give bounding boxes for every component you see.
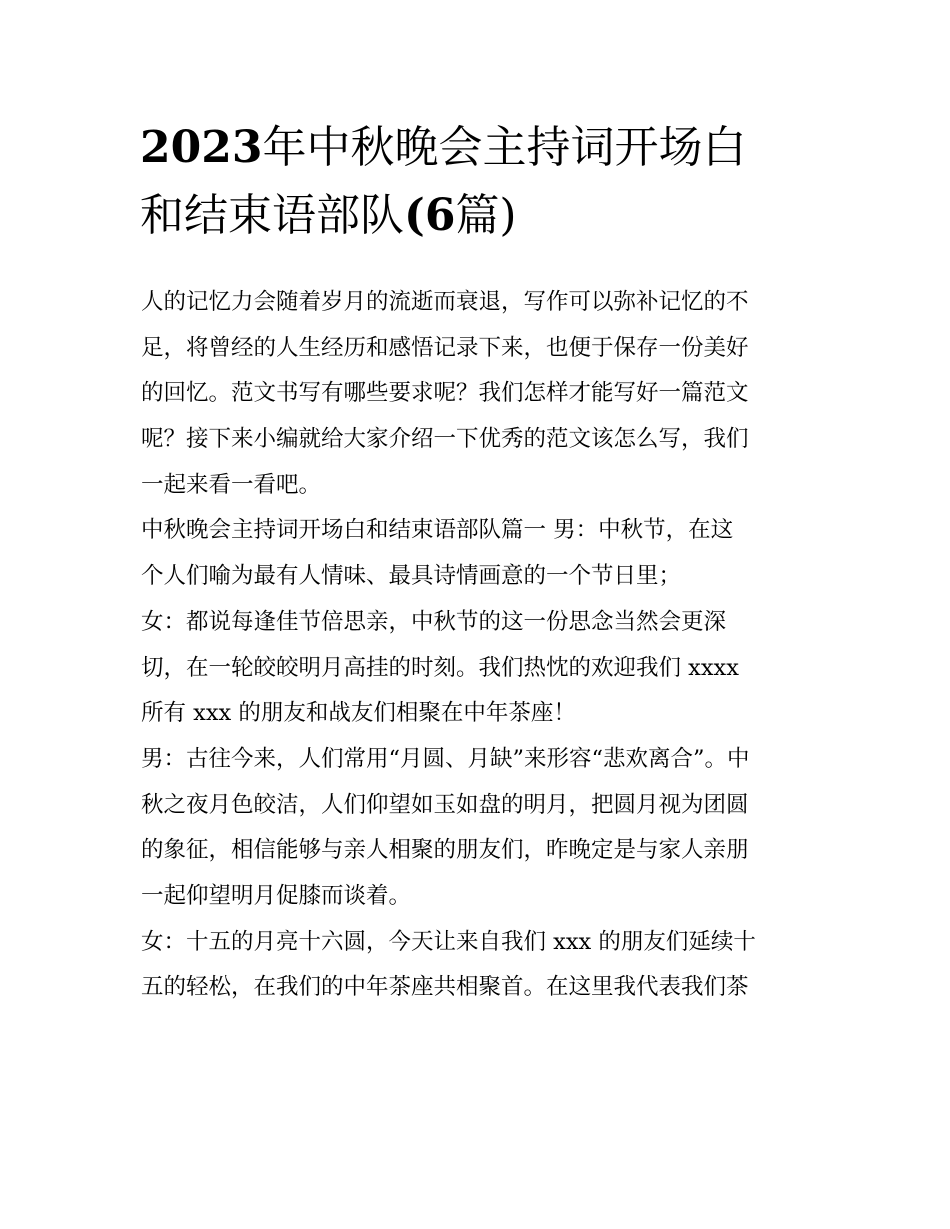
body-line: 一起来看一看吧。 — [141, 471, 322, 498]
title-count: (6 — [404, 190, 456, 241]
body-line: 秋之夜月色皎洁，人们仰望如玉如盘的明月，把圆月视为团圆 — [141, 791, 749, 818]
body-line: 切，在一轮皎皎明月高挂的时刻。我们热忱的欢迎我们 xxxx — [141, 654, 739, 681]
body-line: 所有 xxx 的朋友和战友们相聚在中年茶座！ — [141, 700, 576, 727]
title-line-1 — [140, 114, 820, 182]
title-text: 年中秋晚会主持词开场白 — [262, 122, 747, 173]
body-line: 足，将曾经的人生经历和感悟记录下来，也便于保存一份美好 — [141, 334, 749, 361]
body-line: 男：古往今来，人们常用“月圆、月缺”来形容“悲欢离合”。中 — [141, 745, 750, 772]
title-text: 和结束语部队 — [140, 190, 404, 241]
document-body — [141, 280, 821, 1011]
body-line: 个人们喻为最有人情味、最具诗情画意的一个节日里； — [141, 563, 682, 590]
body-line: 中秋晚会主持词开场白和结束语部队篇一 男：中秋节，在这 — [141, 517, 734, 544]
body-line: 人的记忆力会随着岁月的流逝而衰退，写作可以弥补记忆的不 — [141, 289, 749, 315]
body-line: 呢？接下来小编就给大家介绍一下优秀的范文该怎么写，我们 — [141, 426, 749, 453]
document-title — [140, 114, 820, 250]
body-line: 女：都说每逢佳节倍思亲，中秋节的这一份思念当然会更深 — [141, 608, 727, 635]
body-line: 五的轻松，在我们的中年茶座共相聚首。在这里我代表我们茶 — [141, 974, 749, 1001]
body-line: 的回忆。范文书写有哪些要求呢？我们怎样才能写好一篇范文 — [141, 380, 749, 407]
body-line: 女：十五的月亮十六圆，今天让来自我们 xxx 的朋友们延续十 — [141, 928, 756, 955]
title-line-2 — [140, 182, 820, 250]
body-line: 一起仰望明月促膝而谈着。 — [141, 882, 412, 909]
body-line: 的象征，相信能够与亲人相聚的朋友们，昨晚定是与家人亲朋 — [141, 837, 749, 864]
title-year: 2023 — [140, 122, 263, 173]
title-text: 篇) — [455, 190, 517, 241]
